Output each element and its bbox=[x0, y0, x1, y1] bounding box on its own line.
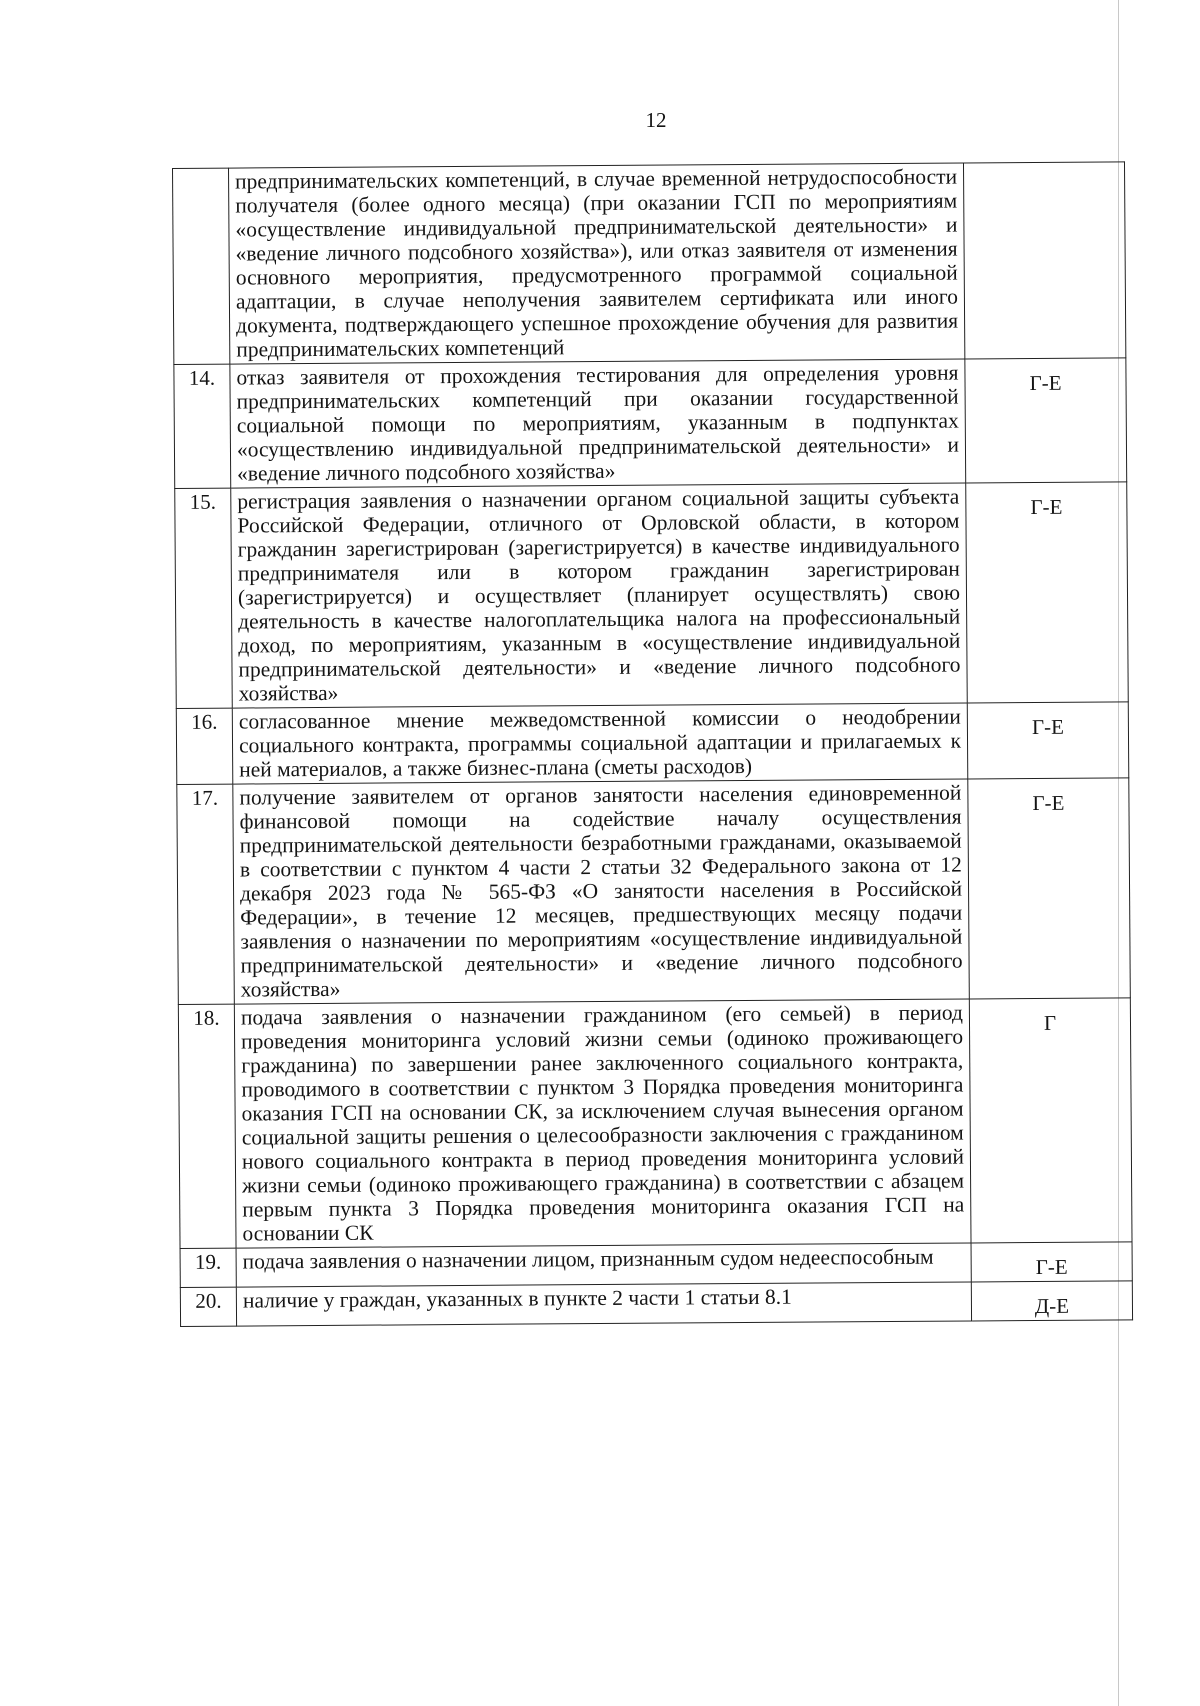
row-number: 20. bbox=[180, 1287, 236, 1326]
row-number: 16. bbox=[176, 708, 233, 784]
row-text: подача заявления о назначении лицом, признанным судом недееспособным bbox=[236, 1243, 971, 1287]
row-code: Г bbox=[969, 998, 1132, 1243]
row-code bbox=[963, 162, 1125, 359]
table-row bbox=[175, 482, 1129, 709]
row-code: Г-Е bbox=[966, 482, 1129, 703]
table-row bbox=[173, 162, 1126, 365]
row-number: 18. bbox=[178, 1004, 236, 1248]
row-code: Г-Е bbox=[965, 358, 1127, 483]
table-row bbox=[178, 998, 1132, 1249]
table-row bbox=[176, 702, 1129, 785]
row-text: согласованное мнение межведомственной комиссии о неодобрении социального контракта, программы социальной адаптации и прилагаемых к ней материалов, а также бизнес-плана (сметы расходов) bbox=[232, 703, 968, 784]
row-number: 15. bbox=[175, 488, 233, 708]
row-text: регистрация заявления о назначении органом социальной защиты субъекта Российской Федерации, отличного от Орловской области, в котором гражданин зарегистрирован (зарегистрируется) в качестве индивидуального предпринимателя или в котором гражданин зарегистрирован (зарегистрируется) и осуществляет (планирует осуществлять) свою деятельность в качестве налогоплательщика налога на профессиональный доход, по мероприятиям, указанным в «осуществление индивидуальной предпринимательской деятельности» и «ведение личного подсобного хозяйства» bbox=[231, 483, 968, 708]
table-row bbox=[174, 358, 1127, 489]
table-row bbox=[177, 778, 1131, 1005]
row-text: отказ заявителя от прохождения тестирования для определения уровня предпринимательских компетенций при оказании государственной социальной помощи по мероприятиям, указанным в подпунктах «осуществлению индивидуальной предпринимательской деятельности» и «ведение личного подсобного хозяйства» bbox=[230, 359, 966, 488]
table-row bbox=[180, 1242, 1132, 1288]
row-number: 17. bbox=[177, 784, 235, 1004]
row-code: Д-Е bbox=[971, 1281, 1132, 1321]
row-number: 14. bbox=[174, 364, 231, 488]
conditions-table bbox=[172, 161, 1133, 1327]
row-code: Г-Е bbox=[971, 1242, 1132, 1282]
row-text: наличие у граждан, указанных в пункте 2 части 1 статьи 8.1 bbox=[236, 1282, 971, 1326]
row-code: Г-Е bbox=[967, 702, 1129, 779]
table-row bbox=[180, 1281, 1132, 1327]
row-text: получение заявителем от органов занятости населения единовременной финансовой помощи на содействие началу осуществления предпринимательской деятельности безработными гражданами, оказываемой в соответствии с пунктом 4 части 2 статьи 32 Федерального закона от 12 декабря 2023 года № 565-ФЗ «О занятости населения в Российской Федерации», в течение 12 месяцев, предшествующих месяцу подачи заявления о назначении по мероприятиям «осуществление индивидуальной предпринимательской деятельности» и «ведение личного подсобного хозяйства» bbox=[233, 779, 970, 1004]
page-number: 12 bbox=[645, 108, 667, 132]
row-text: предпринимательских компетенций, в случае временной нетрудоспособности получателя (более одного месяца) (при оказании ГСП по мероприятиям «осуществление индивидуальной предпринимательской деятельности» и «ведение личного подсобного хозяйства»), или отказ заявителя от изменения основного мероприятия, предусмотренного программой социальной адаптации, в случае неполучения заявителем сертификата или иного документа, подтверждающего успешное прохождение обучения для развития предпринимательских компетенций bbox=[229, 163, 965, 364]
row-code: Г-Е bbox=[968, 778, 1131, 999]
row-number: 19. bbox=[180, 1248, 236, 1287]
row-text: подача заявления о назначении гражданином (его семьей) в период проведения мониторинга условий жизни семьи (одиноко проживающего гражданина) по завершении ранее заключенного социального контракта, проводимого в соответствии с пунктом 3 Порядка проведения мониторинга оказания ГСП на основании СК, за исключением случая вынесения органом социальной защиты решения о целесообразности заключения с гражданином нового социального контракта в период проведения мониторинга условий жизни семьи (одиноко проживающего гражданина) в соответствии с абзацем первым пункта 3 Порядка проведения мониторинга оказания ГСП на основании СК bbox=[234, 999, 971, 1248]
row-number bbox=[173, 168, 230, 364]
